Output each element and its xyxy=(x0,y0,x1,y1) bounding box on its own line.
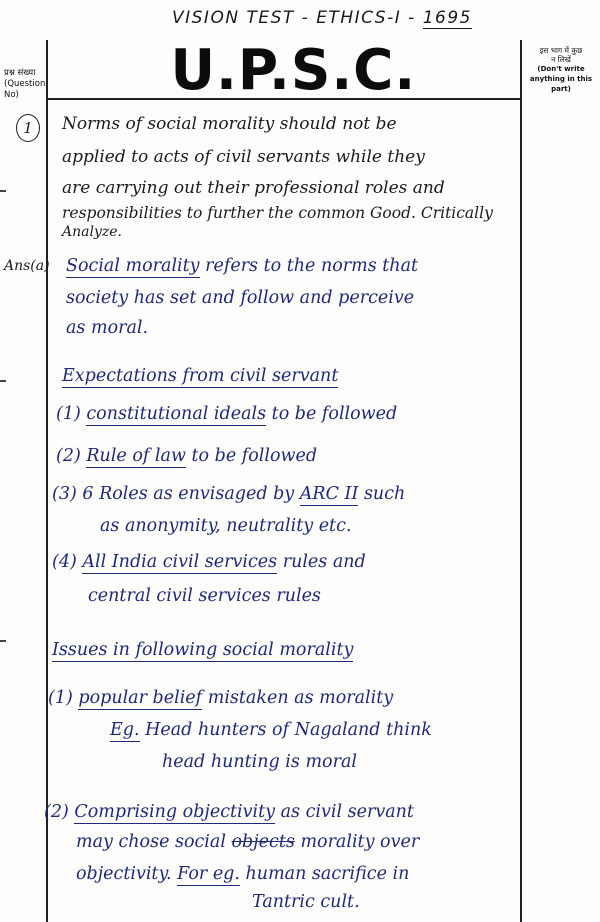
expectation-point-continuation: as anonymity, neutrality etc. xyxy=(100,516,352,536)
heading-issues-text: Issues in following social morality xyxy=(52,640,354,660)
point-number: (3) xyxy=(52,484,77,504)
question-line: applied to acts of civil servants while they xyxy=(62,147,425,167)
point-rest: such xyxy=(363,484,406,504)
point-number: (1) xyxy=(56,404,81,424)
heading-expectations-text: Expectations from civil servant xyxy=(62,366,339,386)
expectation-point xyxy=(56,446,317,466)
expectation-point-continuation: central civil services rules xyxy=(88,586,321,606)
line-rest: morality over xyxy=(300,832,420,852)
margin-tick xyxy=(0,640,6,642)
heading-issues xyxy=(52,640,353,660)
answer-intro-line: society has set and follow and perceive xyxy=(66,288,415,308)
margin-tick xyxy=(0,380,6,382)
question-no-hindi: प्रश्न संख्या xyxy=(4,68,36,78)
example-label: Eg. xyxy=(110,720,140,740)
point-pre: 6 Roles as envisaged by xyxy=(82,484,300,504)
expectation-point xyxy=(52,552,366,572)
point-underlined: popular belief xyxy=(78,688,203,708)
expectation-point xyxy=(56,404,397,424)
left-margin-line xyxy=(46,40,48,922)
note-hindi-line-2: न लिखें xyxy=(551,55,571,64)
question-line: responsibilities to further the common Good. Critically xyxy=(62,204,493,222)
question-line: are carrying out their professional roles and xyxy=(62,178,445,198)
issue-point xyxy=(44,802,414,822)
point-underlined: All India civil services xyxy=(82,552,278,572)
test-title-text: VISION TEST - ETHICS-I - xyxy=(172,8,423,28)
issue-point-line: Tantric cult. xyxy=(252,892,360,912)
question-number: 1 xyxy=(16,114,40,142)
line-pre: objectivity. xyxy=(76,864,172,884)
question-no-label xyxy=(4,68,48,101)
point-underlined: constitutional ideals xyxy=(86,404,267,424)
example-text: Head hunters of Nagaland think xyxy=(145,720,432,740)
margin-tick xyxy=(0,190,6,192)
point-number: (1) xyxy=(48,688,73,708)
heading-expectations xyxy=(62,366,338,386)
struck-word: objects xyxy=(231,832,295,852)
example-label: For eg. xyxy=(177,864,240,884)
question-line: Norms of social morality should not be xyxy=(62,114,397,134)
point-rest: rules and xyxy=(282,552,366,572)
answer-intro-line xyxy=(66,256,418,276)
issue-example-line xyxy=(110,720,432,740)
do-not-write-note xyxy=(524,46,598,94)
expectation-point xyxy=(52,484,405,504)
point-rest: mistaken as morality xyxy=(207,688,394,708)
handwritten-test-title xyxy=(172,8,472,28)
question-line: Analyze. xyxy=(62,224,122,240)
point-number: (2) xyxy=(56,446,81,466)
right-margin-line xyxy=(520,40,522,922)
point-number: (4) xyxy=(52,552,77,572)
issue-point-line xyxy=(76,832,419,852)
answer-intro-line: as moral. xyxy=(66,318,149,338)
note-english: (Don't write anything in this part) xyxy=(529,65,593,93)
note-hindi-line-1: इस भाग में कुछ xyxy=(539,46,583,55)
issue-point xyxy=(48,688,393,708)
test-code: 1695 xyxy=(422,8,472,28)
upsc-logo: U.P.S.C. xyxy=(170,38,417,103)
point-number: (2) xyxy=(44,802,69,822)
social-morality-term: Social morality xyxy=(66,256,200,276)
point-rest: as civil servant xyxy=(280,802,414,822)
line-pre: may chose social xyxy=(76,832,226,852)
point-underlined: ARC II xyxy=(299,484,359,504)
point-underlined: Rule of law xyxy=(86,446,186,466)
issue-point-line xyxy=(76,864,409,884)
intro-rest-text: refers to the norms that xyxy=(205,256,419,276)
point-rest: to be followed xyxy=(191,446,318,466)
point-underlined: Comprising objectivity xyxy=(74,802,276,822)
question-no-english: (Question No) xyxy=(4,79,46,100)
line-rest: human sacrifice in xyxy=(245,864,410,884)
answer-label: Ans(a) xyxy=(4,258,50,274)
point-rest: to be followed xyxy=(271,404,398,424)
issue-example-line: head hunting is moral xyxy=(162,752,357,772)
